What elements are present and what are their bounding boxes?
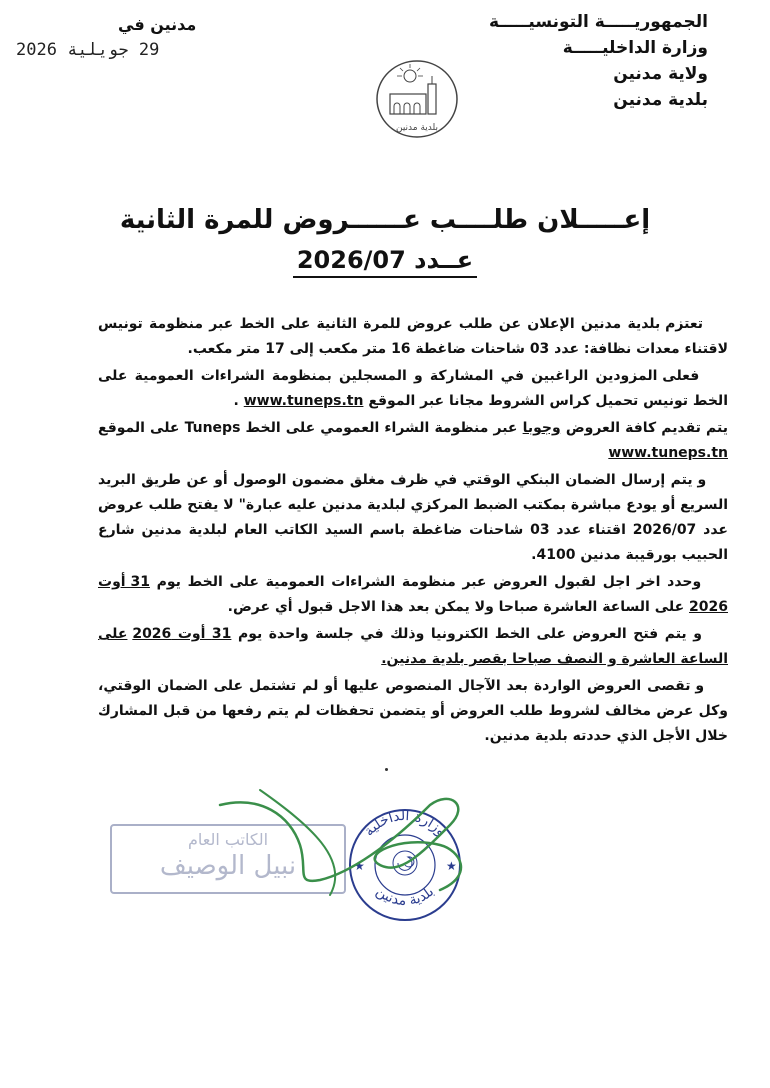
- opening-date: 31 أوت 2026: [132, 626, 232, 642]
- governorate-name: ولاية مدنين: [613, 64, 708, 84]
- deadline-text-b: على الساعة العاشرة صباحا ولا يمكن بعد هذا الاجل قبول أي عرض.: [227, 599, 685, 615]
- ink-dot: [385, 768, 388, 771]
- deadline-text-a: وحدد اخر اجل لقبول العروض عبر منظومة الشراءات العمومية على الخط يوم: [156, 574, 702, 590]
- signature-icon: [200, 785, 490, 905]
- paragraph-guarantee-text: و يتم إرسال الضمان البنكي الوقتي في ظرف مغلق مضمون الوصول أو عن طريق البريد السريع أو يودع مباشرة بمكتب الضبط المركزي لبلدية مدنين عليه عبارة" لا يفتح طلب عروض عدد 2026/07 اقتناء عدد 03 شاحنات ضاغطة باسم السيد الكاتب العام لبلدية مدنين شارع الحبيب بورقيبة مدنين 4100.: [97, 472, 728, 563]
- tuneps-link-1[interactable]: www.tuneps.tn: [243, 393, 364, 409]
- submission-text-a: يتم تقديم كافة العروض: [565, 420, 728, 436]
- paragraph-submission: [98, 416, 728, 466]
- submission-text-c: على الموقع: [98, 420, 180, 436]
- paragraph-intro-text: تعتزم بلدية مدنين الإعلان عن طلب عروض للمرة الثانية على الخط عبر منظومة تونيس لاقتناء معدات نظافة: عدد 03 شاحنات ضاغطة 16 متر مكعب إلى 17 متر مكعب.: [98, 316, 728, 357]
- paragraph-intro: [98, 312, 728, 362]
- announcement-body: [98, 312, 728, 751]
- announcement-number: [0, 246, 770, 274]
- city-label: مدنين في: [118, 15, 197, 34]
- seal-caption: بلدية مدنين: [395, 123, 439, 133]
- secretary-title: الكاتب العام: [187, 830, 269, 849]
- paragraph-opening: [98, 622, 728, 672]
- number-prefix: عــدد: [414, 246, 474, 274]
- ministry-name: وزارة الداخليـــــة: [562, 38, 708, 58]
- municipal-seal-icon: [372, 58, 462, 140]
- document-date: 29 جويلية 2026: [16, 40, 160, 60]
- paragraph-deadline: [98, 570, 728, 620]
- paragraph-exclusion: [98, 674, 728, 749]
- stamp-bottom-text: بلدية مدنين: [372, 883, 438, 910]
- tuneps-link-2[interactable]: www.tuneps.tn: [608, 445, 728, 461]
- opening-text-a: و يتم فتح العروض على الخط الكترونيا وذلك في جلسة واحدة يوم: [237, 626, 702, 642]
- republic-name: الجمهوريـــــة التونسيـــــة: [489, 12, 708, 32]
- must-word: وجوبا: [522, 420, 561, 436]
- paragraph-guarantee: [98, 468, 728, 568]
- tender-number: 2026/07: [296, 246, 406, 274]
- paragraph-download: [98, 364, 728, 414]
- header-admin-block: [448, 14, 708, 118]
- svg-text:★: ★: [446, 859, 457, 873]
- submission-text-b: عبر منظومة الشراء العمومي على الخط: [245, 420, 518, 436]
- tuneps-name: Tuneps: [184, 420, 241, 436]
- stamp-top-text: وزارة الداخلية: [361, 807, 449, 840]
- secretary-name: نبيل الوصيف: [159, 851, 297, 881]
- paragraph-download-text: فعلى المزودين الراغبين في المشاركة و المسجلين بمنظومة الشراءات العمومية على الخط تونيس تحميل كراس الشروط مجانا عبر الموقع: [98, 368, 728, 409]
- municipality-name: بلدية مدنين: [613, 90, 708, 110]
- svg-text:★: ★: [354, 859, 365, 873]
- period: .: [233, 393, 239, 409]
- announcement-title: إعـــــلان طلــــب عــــــروض للمرة الثانية: [119, 205, 651, 235]
- paragraph-exclusion-text: و تقصى العروض الواردة بعد الآجال المنصوص عليها أو لم تشتمل على الضمان الوقتي، وكل عرض مخالف لشروط طلب العروض أو يتضمن تحفظات لم يتم رفعها من قبل المشارك خلال الأجل الذي حددته بلدية مدنين.: [98, 678, 728, 744]
- opening-time: على الساعة العاشرة و النصف صباحا بقصر بلدية مدنين.: [98, 626, 728, 667]
- deadline-date: 31 أوت 2026: [98, 574, 728, 615]
